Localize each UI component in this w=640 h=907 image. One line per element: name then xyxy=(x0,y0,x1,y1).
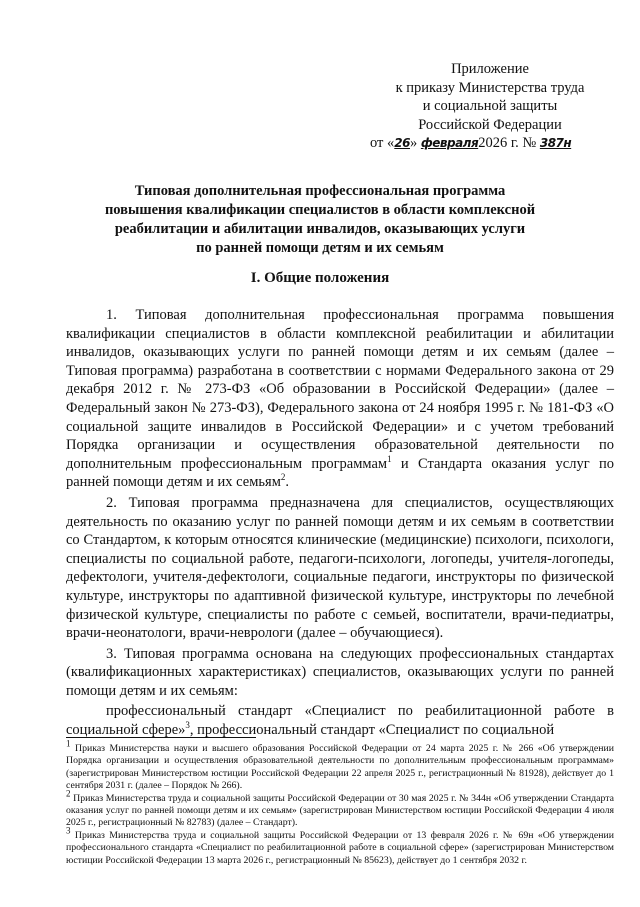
appendix-block xyxy=(360,60,620,153)
footnote-ref[interactable]: 1 xyxy=(387,453,392,464)
paragraph-text: и Стандарта оказания услуг по ранней помощи детям и их семьям xyxy=(66,455,614,491)
date-mid: » xyxy=(409,135,421,151)
date-prefix: от « xyxy=(370,135,395,151)
footnote-text: Приказ Министерства труда и социальной защиты Российской Федерации от 30 мая 2025 г. № 344н «Об утверждении Стандарта оказания услуг по ранней помощи детям и их семьям» (зарегистрирован Министерством юстиции Российской Федерации 4 июля 2025 г., регистрационный № 82783) (далее – Стандарт). xyxy=(66,792,614,829)
footnote-text: Приказ Министерства науки и высшего образования Российской Федерации от 24 марта 2025 г. № 266 «Об утверждении Порядка организации и осуществления образовательной деятельности по дополнительным профессиональным программам» (зарегистрирован Министерством юстиции Российской Федерации 22 апреля 2025 г., регистрационный № 81928), действует до 1 сентября 2031 г. (далее – Порядок № 266). xyxy=(66,743,614,792)
footnote-divider xyxy=(66,737,256,738)
appendix-line: Российской Федерации xyxy=(418,116,562,133)
appendix-line: Приложение xyxy=(451,61,529,77)
section-heading: I. Общие положения xyxy=(250,270,390,286)
paragraph-3: 3. Типовая программа основана на следующих профессиональных стандартах (квалификационных характеристиках) специалистов, оказывающих услуги по ранней помощи детям и их семьям: xyxy=(66,645,614,699)
footnote-ref[interactable]: 3 xyxy=(185,720,190,731)
footnote-3 xyxy=(66,825,614,867)
footnote-number: 1 xyxy=(66,738,71,749)
title-line: повышения квалификации специалистов в области комплексной xyxy=(104,202,536,218)
footnote-1 xyxy=(66,738,614,793)
footnote-number: 3 xyxy=(66,825,71,836)
paragraph-text: 1. Типовая дополнительная профессиональная программа повышения квалификации специалистов в области комплексной реабилитации и абилитации инвалидов, оказывающих услуги по ранней помощи детям и их семьям (далее – Типовая программа) разработана в соответствии с нормами Федерального закона от 29 декабря 2012 г. № 273-ФЗ «Об образовании в Российской Федерации» (далее – Федеральный закон № 273-ФЗ), Федерального закона от 24 ноября 1995 г. № 181-ФЗ «О социальной защите инвалидов в Российской Федерации» и с учетом требований Порядка организации и осуществления образовательной деятельности по дополнительным профессиональным программам xyxy=(66,307,614,472)
title-line: Типовая дополнительная профессиональная программа xyxy=(134,183,506,199)
footnote-text: Приказ Министерства труда и социальной защиты Российской Федерации от 13 февраля 2026 г. № 69н «Об утверждении профессионального стандарта «Специалист по реабилитационной работе в социальной сфере» (зарегистрирован Министерством юстиции Российской Федерации 13 марта 2026 г., регистрационный № 85623), действует до 1 сентября 2032 г. xyxy=(66,829,614,866)
handwritten-day: 26 xyxy=(394,136,410,150)
date-year: 2026 г. № xyxy=(478,135,537,151)
paragraph-text: профессиональный стандарт «Специалист по реабилитационной работе в социальной сфере» xyxy=(66,703,614,739)
footnote-number: 2 xyxy=(66,788,71,799)
handwritten-number: 387н xyxy=(539,136,572,150)
paragraph-1 xyxy=(66,306,614,492)
paragraph-text: , профессиональный стандарт «Специалист по социальной xyxy=(189,722,555,739)
handwritten-month: февраля xyxy=(420,136,479,150)
document-body xyxy=(66,306,614,742)
paragraph-2: 2. Типовая программа предназначена для специалистов, осуществляющих деятельность по оказанию услуг по ранней помощи детям и их семьям в соответствии со Стандартом, к которым относятся клинические (медицинские) психологи, психологи, специалисты по социальной работе, педагоги-психологи, логопеды, учителя-логопеды, дефектологи, учителя-дефектологи, социальные педагоги, инструкторы по физической культуре, инструкторы по адаптивной физической культуре, инструкторы по лечебной физической культуре, специалисты по работе с семьей, воспитатели, врачи-педиатры, врачи-неонатологи, врачи-неврологи (далее – обучающиеся). xyxy=(66,494,614,642)
paragraph-4 xyxy=(66,702,614,739)
appendix-line: к приказу Министерства труда xyxy=(395,79,585,96)
order-date-line xyxy=(370,134,620,153)
paragraph-text: . xyxy=(285,474,289,491)
footnote-2 xyxy=(66,788,614,830)
title-line: по ранней помощи детям и их семьям xyxy=(196,240,444,256)
appendix-line: и социальной защиты xyxy=(422,98,558,114)
footnotes xyxy=(66,738,614,867)
title-line: реабилитации и абилитации инвалидов, оказывающих услуги xyxy=(114,221,526,237)
document-title xyxy=(66,182,574,258)
footnote-ref[interactable]: 2 xyxy=(280,472,286,483)
